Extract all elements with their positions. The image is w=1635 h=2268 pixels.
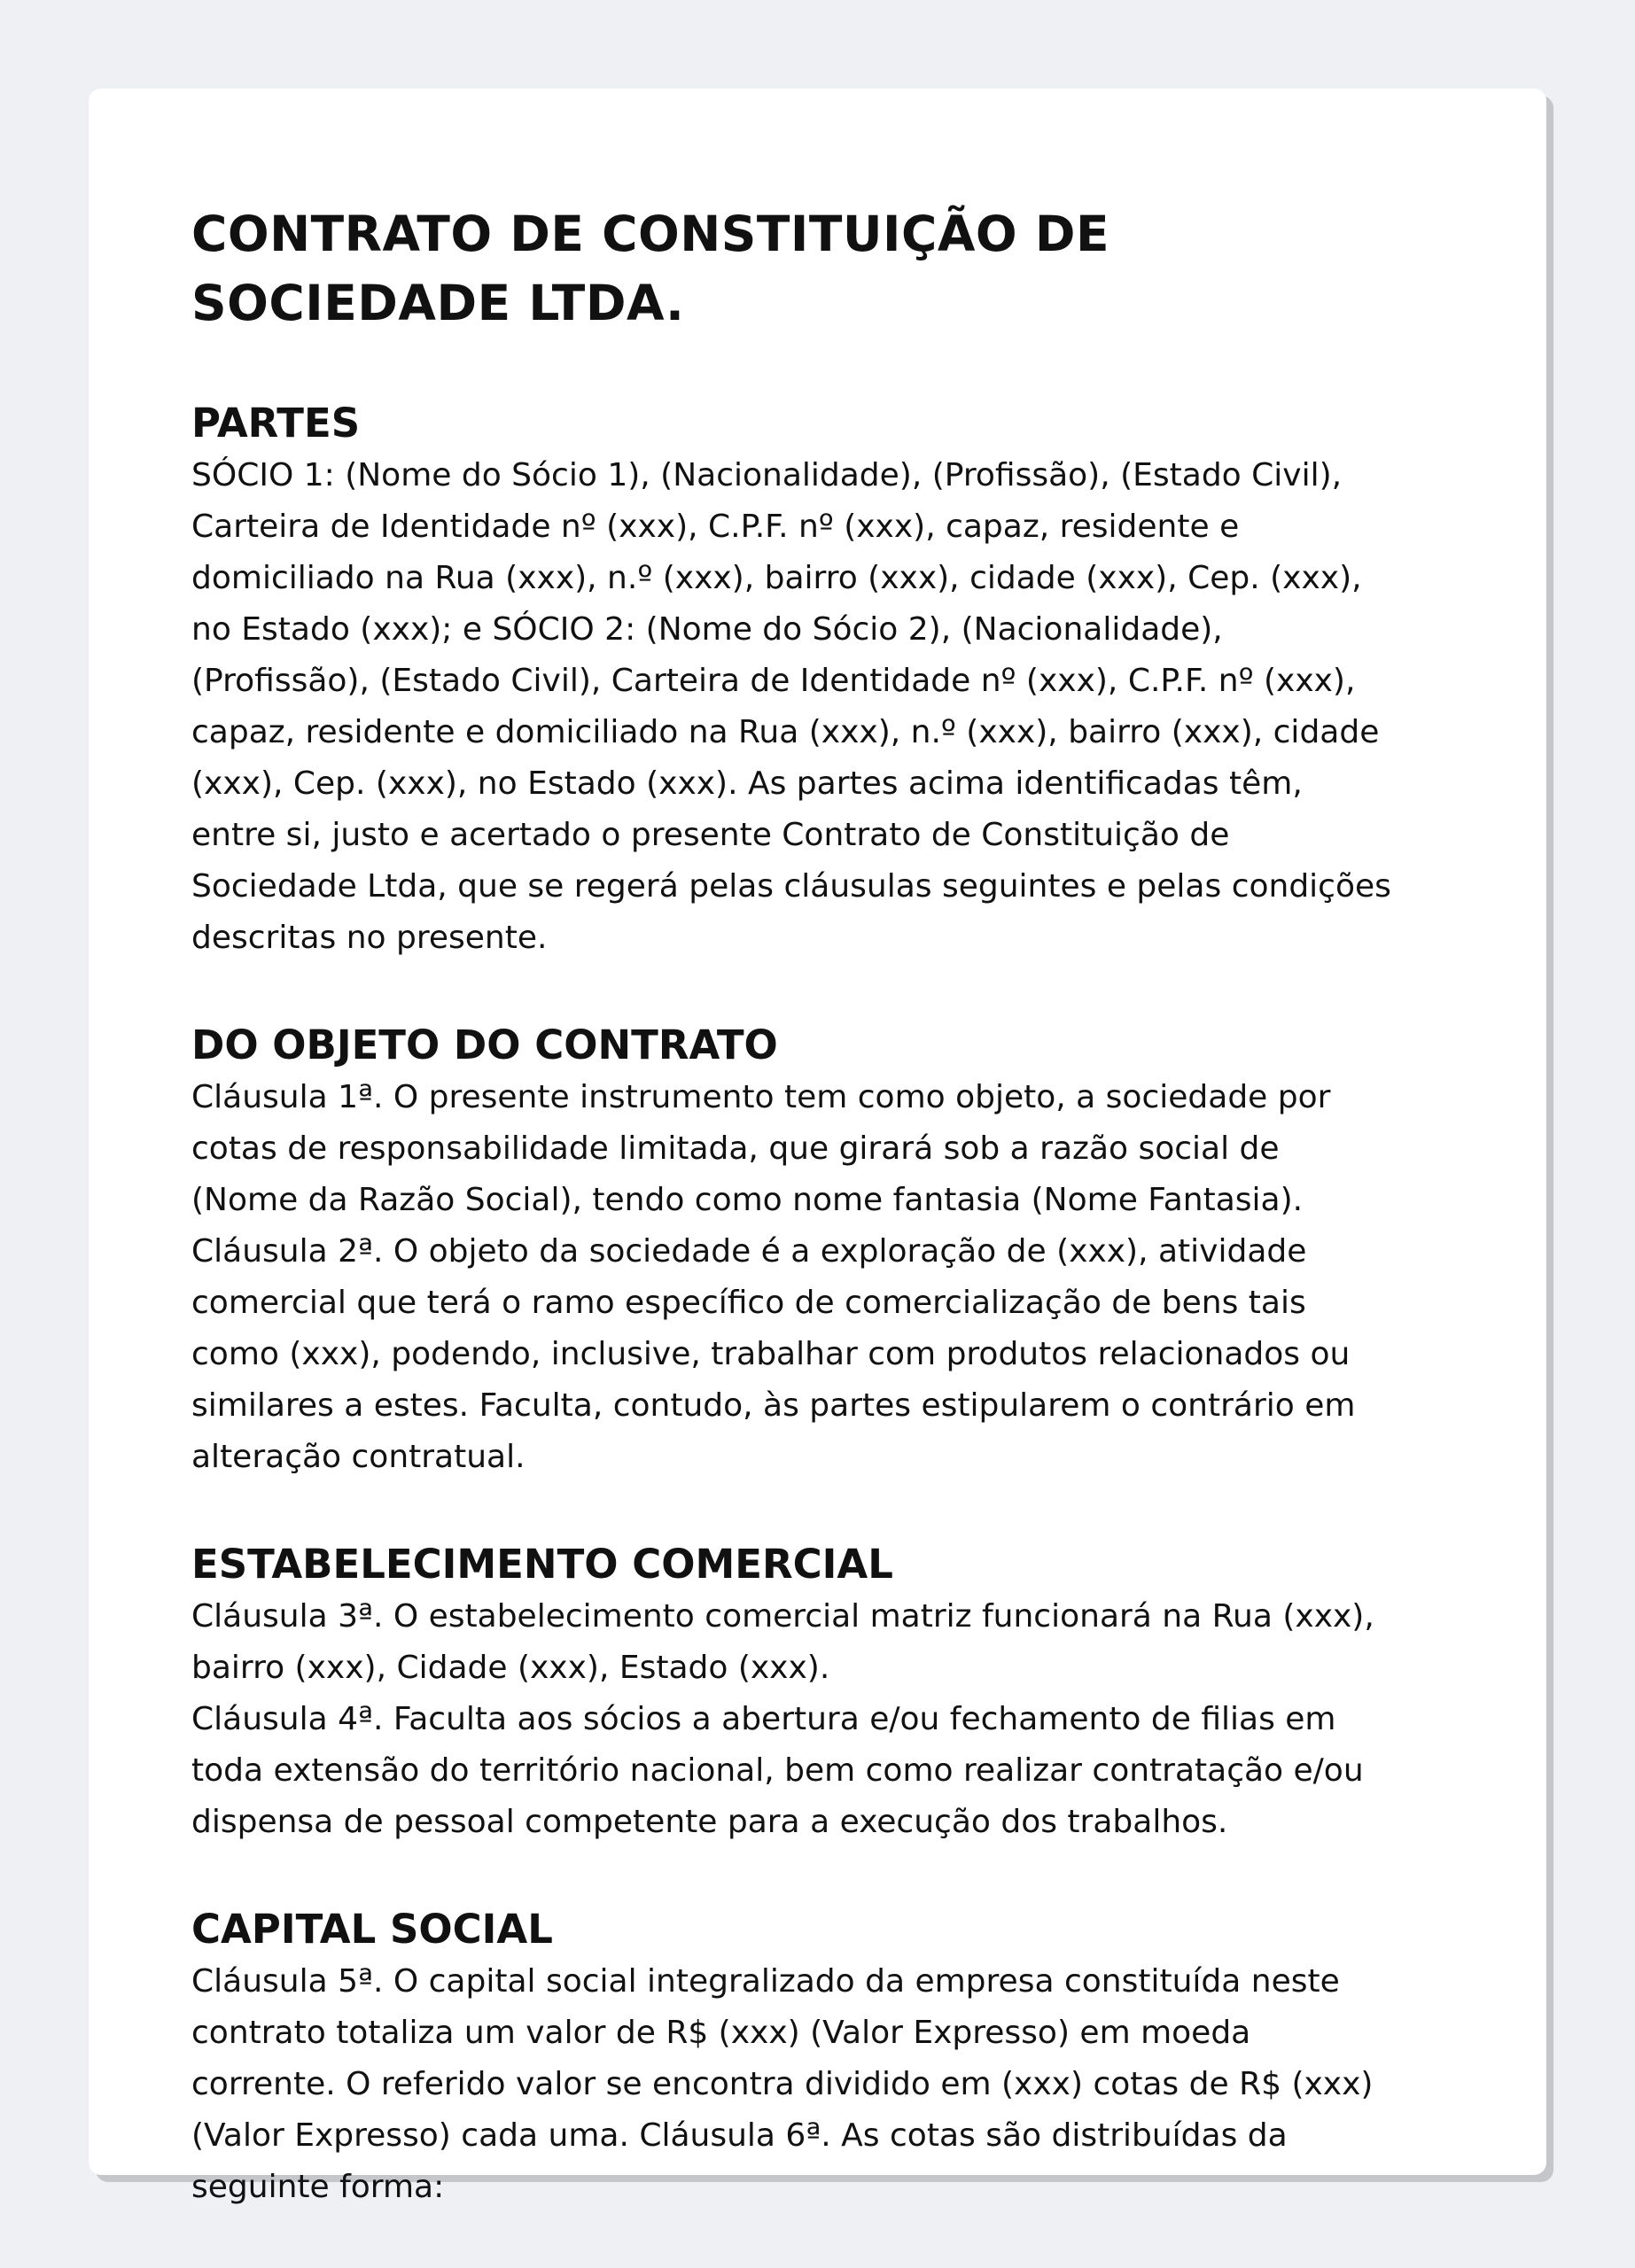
section-body: Cláusula 3ª. O estabelecimento comercial matriz funcionará na Rua (xxx), bairro (xxx), Cidade (xxx), Estado (xxx). Cláusula 4ª. Faculta aos sócios a abertura e/ou fechamento de filias em toda extensão do território nacional, bem como realizar contratação e/ou dispensa de pessoal competente para a execução dos trabalhos. <box>191 1598 1374 1840</box>
section-objeto-do-contrato <box>191 1019 1468 1483</box>
section-heading: ESTABELECIMENTO COMERCIAL <box>191 1541 893 1588</box>
section-body: SÓCIO 1: (Nome do Sócio 1), (Nacionalidade), (Profissão), (Estado Civil), Carteira de Identidade nº (xxx), C.P.F. nº (xxx), capaz, residente e domiciliado na Rua (xxx), n.º (xxx), bairro (xxx), cidade (xxx), Cep. (xxx), no Estado (xxx); e SÓCIO 2: (Nome do Sócio 2), (Nacionalidade), (Profissão), (Estado Civil), Carteira de Identidade nº (xxx), C.P.F. nº (xxx), capaz, residente e domiciliado na Rua (xxx), n.º (xxx), bairro (xxx), cidade (xxx), Cep. (xxx), no Estado (xxx). As partes acima identificadas têm, entre si, justo e acertado o presente Contrato de Constituição de Sociedade Ltda, que se regerá pelas cláusulas seguintes e pelas condições descritas no presente. <box>191 457 1391 956</box>
section-body: Cláusula 5ª. O capital social integralizado da empresa constituída neste contrato totaliza um valor de R$ (xxx) (Valor Expresso) em moeda corrente. O referido valor se encontra dividido em (xxx) cotas de R$ (xxx) (Valor Expresso) cada uma. Cláusula 6ª. As cotas são distribuídas da seguinte forma: <box>191 1963 1374 2205</box>
section-body: Cláusula 1ª. O presente instrumento tem como objeto, a sociedade por cotas de responsabilidade limitada, que girará sob a razão social de (Nome da Razão Social), tendo como nome fantasia (Nome Fantasia). Cláusula 2ª. O objeto da sociedade é a exploração de (xxx), atividade comercial que terá o ramo específico de comercialização de bens tais como (xxx), podendo, inclusive, trabalhar com produtos relacionados ou similares a estes. Faculta, contudo, às partes estipularem o contrário em alteração contratual. <box>191 1079 1356 1475</box>
document-title-line-1: CONTRATO DE CONSTITUIÇÃO DE <box>191 206 1110 262</box>
document-content <box>191 199 1468 2213</box>
section-partes <box>191 397 1468 964</box>
section-heading: DO OBJETO DO CONTRATO <box>191 1021 778 1068</box>
section-capital-social <box>191 1903 1468 2213</box>
section-heading: PARTES <box>191 400 361 447</box>
section-estabelecimento-comercial <box>191 1538 1468 1848</box>
section-heading: CAPITAL SOCIAL <box>191 1906 553 1953</box>
document-title <box>191 199 1468 338</box>
document-title-line-2: SOCIEDADE LTDA. <box>191 275 685 331</box>
